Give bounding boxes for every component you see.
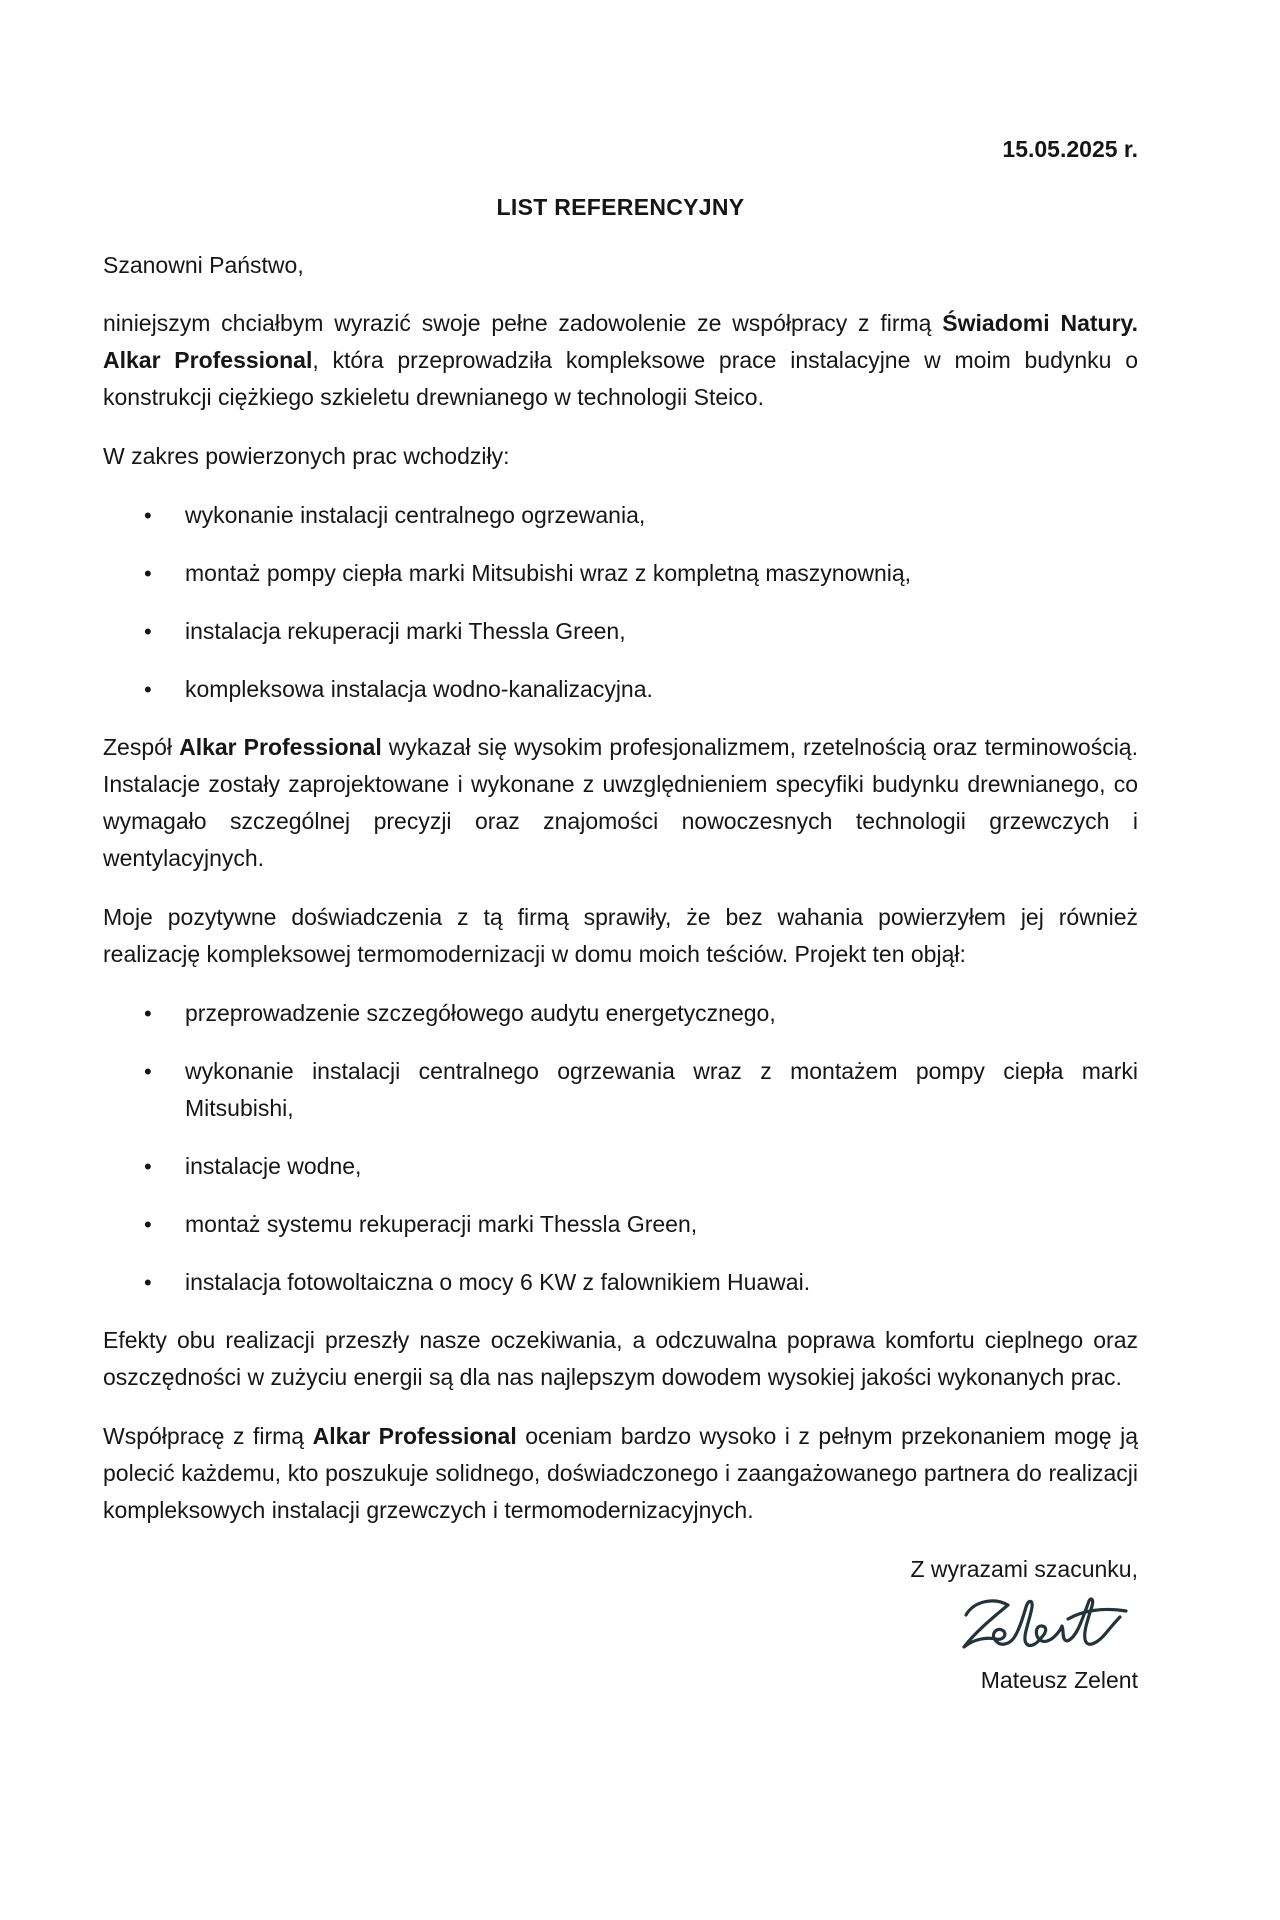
list-item-text: przeprowadzenie szczegółowego audytu energetycznego,: [185, 1000, 776, 1026]
paragraph-text: oceniam bardzo wysoko i z pełnym przekonaniem mogę ją polecić każdemu, kto poszukuje solidnego, doświadczonego i zaangażowanego partnera do realizacji kompleksowych instalacji grzewczych i termomodernizacyjnych.: [103, 1423, 1139, 1523]
handwritten-signature-icon: [958, 1593, 1136, 1655]
closing-phrase: Z wyrazami szacunku,: [910, 1556, 1138, 1582]
bullet-icon: •: [144, 1212, 152, 1237]
bullet-icon: •: [144, 619, 152, 644]
bullet-icon: •: [144, 1154, 152, 1179]
paragraph-results: Efekty obu realizacji przeszły nasze oczekiwania, a odczuwalna poprawa komfortu cieplnego oraz oszczędności w zużyciu energii są dla nas najlepszym dowodem wysokiej jakości wykonanych prac.: [103, 1327, 1138, 1390]
list-item: [103, 555, 1138, 592]
list-item: [103, 1148, 1138, 1185]
paragraph-text: , która przeprowadziła kompleksowe prace instalacyjne w moim budynku o konstrukcji ciężkiego szkieletu drewnianego w technologii Steico.: [103, 347, 1138, 410]
letter-title: LIST REFERENCYJNY: [496, 194, 745, 220]
signature-block: [103, 1593, 1136, 1655]
paragraph-intro: [103, 305, 1138, 416]
list-item: [103, 1264, 1138, 1301]
letter-date: 15.05.2025 r.: [1002, 136, 1138, 162]
bullet-icon: •: [144, 677, 152, 702]
list-item-text: wykonanie instalacji centralnego ogrzewania wraz z montażem pompy ciepła marki Mitsubishi,: [185, 1058, 1138, 1121]
company-name-bold: Świadomi Natury. Alkar Professional: [103, 310, 1138, 373]
list-item-text: instalacja rekuperacji marki Thessla Green,: [185, 618, 626, 644]
works-list-2: [103, 995, 1138, 1301]
list-item-text: instalacje wodne,: [185, 1153, 362, 1179]
bullet-icon: •: [144, 503, 152, 528]
list-item: [103, 1206, 1138, 1243]
signer-name: Mateusz Zelent: [980, 1667, 1138, 1693]
paragraph-text: niniejszym chciałbym wyrazić swoje pełne zadowolenie ze współpracy z firmą: [103, 310, 943, 336]
works-list-1: [103, 497, 1138, 708]
list-item: [103, 671, 1138, 708]
paragraph-text: wykazał się wysokim profesjonalizmem, rzetelnością oraz terminowością. Instalacje zostały zaprojektowane i wykonane z uwzględnieniem specyfiki budynku drewnianego, co wymagało szczególnej precyzji oraz znajomości nowoczesnych technologii grzewczych i wentylacyjnych.: [103, 734, 1138, 871]
company-name-bold: Alkar Professional: [312, 1423, 517, 1449]
bullet-icon: •: [144, 1270, 152, 1295]
list-item-text: kompleksowa instalacja wodno-kanalizacyjna.: [185, 676, 653, 702]
paragraph-team: [103, 729, 1138, 877]
list-item: [103, 497, 1138, 534]
list-item: [103, 1053, 1138, 1127]
list-item-text: wykonanie instalacji centralnego ogrzewania,: [185, 502, 646, 528]
company-name-bold: Alkar Professional: [179, 734, 382, 760]
list-item-text: montaż systemu rekuperacji marki Thessla Green,: [185, 1211, 698, 1237]
bullet-icon: •: [144, 561, 152, 586]
bullet-icon: •: [144, 1001, 152, 1026]
list-item: [103, 995, 1138, 1032]
list1-intro: W zakres powierzonych prac wchodziły:: [103, 443, 510, 469]
paragraph-text: Współpracę z firmą: [103, 1423, 313, 1449]
salutation: Szanowni Państwo,: [103, 252, 304, 278]
paragraph-text: Zespół: [103, 734, 180, 760]
paragraph-experience: Moje pozytywne doświadczenia z tą firmą sprawiły, że bez wahania powierzyłem jej również realizację kompleksowej termomodernizacji w domu moich teściów. Projekt ten objął:: [103, 904, 1138, 967]
list-item-text: instalacja fotowoltaiczna o mocy 6 KW z falownikiem Huawai.: [185, 1269, 811, 1295]
list-item-text: montaż pompy ciepła marki Mitsubishi wraz z kompletną maszynownią,: [185, 560, 912, 586]
bullet-icon: •: [144, 1059, 152, 1084]
paragraph-recommendation: [103, 1418, 1138, 1529]
list-item: [103, 613, 1138, 650]
